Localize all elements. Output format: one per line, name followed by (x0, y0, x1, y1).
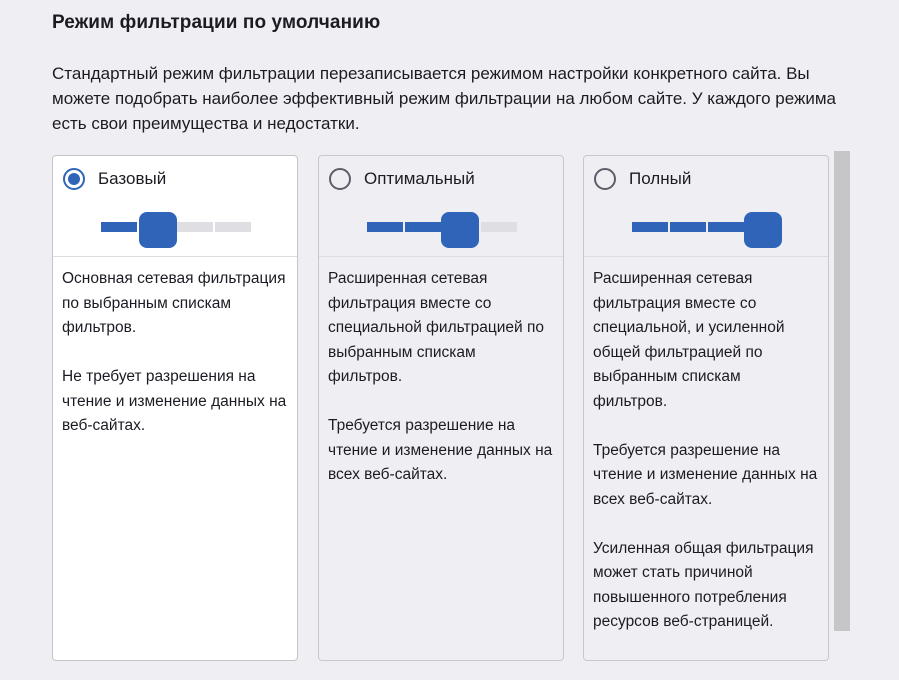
mode-card-optimal[interactable] (318, 155, 564, 661)
mode-title-basic: Базовый (98, 169, 167, 188)
level-segment-1 (632, 222, 668, 232)
level-indicator-basic (101, 212, 251, 248)
section-title: Режим фильтрации по умолчанию (52, 12, 381, 33)
mode-card-basic[interactable] (52, 155, 298, 661)
mode-paragraph: Расширенная сетевая фильтрация вместе со специальной фильтрацией по выбранным спискам фильтров. (328, 270, 544, 385)
level-segment-2 (405, 222, 441, 232)
level-segment-4 (215, 222, 251, 232)
level-segment-3 (177, 222, 213, 232)
mode-paragraph: Требуется разрешение на чтение и изменение данных на всех веб-сайтах. (328, 417, 553, 483)
mode-option-full[interactable] (584, 156, 828, 257)
level-knob-basic (139, 212, 177, 248)
mode-paragraph: Основная сетевая фильтрация по выбранным спискам фильтров. (62, 270, 286, 336)
mode-paragraph: Требуется разрешение на чтение и изменение данных на всех веб-сайтах. (593, 441, 818, 508)
level-segment-1 (367, 222, 403, 232)
mode-description-basic (53, 257, 297, 439)
radio-full[interactable] (594, 168, 616, 190)
level-segment-4 (481, 222, 517, 232)
level-indicator-optimal (367, 212, 517, 248)
mode-card-full[interactable] (583, 155, 829, 661)
mode-option-basic[interactable] (53, 156, 297, 257)
mode-paragraph: Не требует разрешения на чтение и изменение данных на веб-сайтах. (62, 368, 287, 434)
mode-paragraph: Усиленная общая фильтрация может стать причиной повышенного потребления ресурсов веб-страницей. (593, 539, 814, 630)
section-description: Стандартный режим фильтрации перезаписывается режимом настройки конкретного сайта. Вы можете подобрать наиболее эффективный режим фильтрации на любом сайте. У каждого режима есть свои преимущества и недостатки. (52, 64, 836, 133)
mode-option-optimal[interactable] (319, 156, 563, 257)
level-knob-full (744, 212, 782, 248)
level-indicator-full (632, 212, 782, 248)
level-segment-1 (101, 222, 137, 232)
mode-title-optimal: Оптимальный (364, 169, 475, 188)
mode-paragraph: Расширенная сетевая фильтрация вместе со специальной, и усиленной общей фильтрацией по выбранным спискам фильтров. (593, 270, 785, 410)
mode-title-full: Полный (629, 169, 692, 188)
level-segment-3 (708, 222, 744, 232)
mode-description-optimal (319, 257, 563, 488)
level-knob-optimal (441, 212, 479, 248)
radio-optimal[interactable] (329, 168, 351, 190)
level-segment-2 (670, 222, 706, 232)
mode-description-full (584, 257, 828, 635)
scrollbar-thumb[interactable] (834, 151, 850, 631)
radio-basic[interactable] (63, 168, 85, 190)
